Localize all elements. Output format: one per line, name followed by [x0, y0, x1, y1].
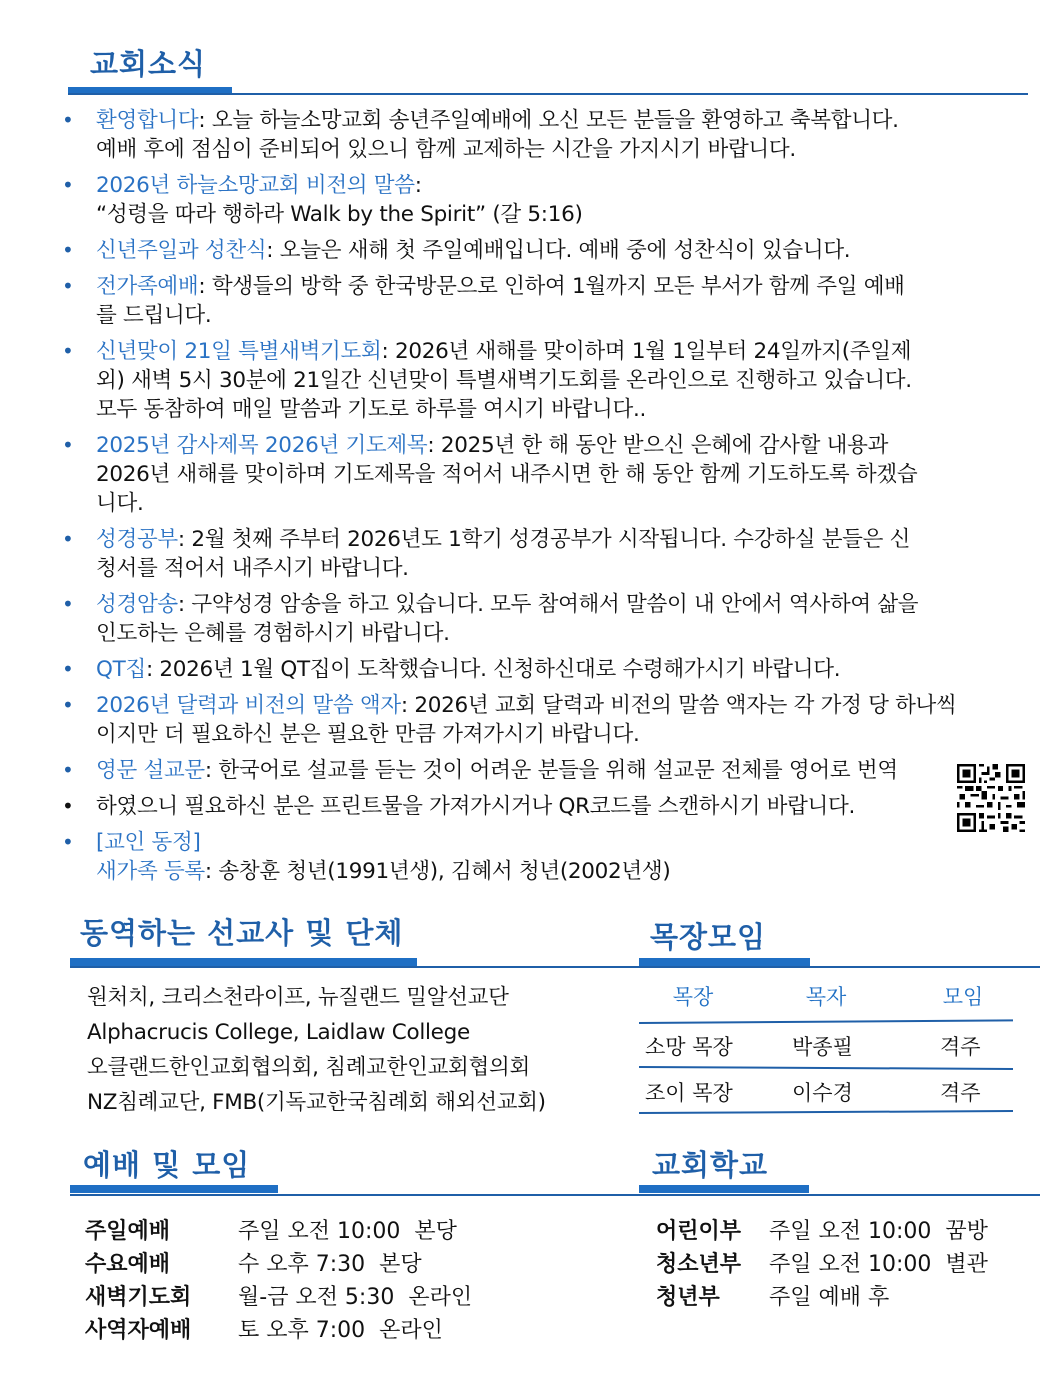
news-item-text: 2026년 1월 QT집이 도착했습니다. 신청하신대로 수령해가시기 바랍니다. [159, 657, 841, 682]
schedule-label: 사역자예배 [85, 1318, 192, 1343]
schedule-time: 주일 오전 10:00 별관 [769, 1252, 988, 1277]
mokjang-header-moim: 모임 [942, 985, 984, 1009]
mokjang-header-mokja: 목자 [805, 985, 847, 1009]
news-item-text: 2025년 한 해 동안 받으신 은혜에 감사할 내용과 [440, 433, 889, 458]
schedule-label: 청년부 [656, 1285, 720, 1310]
missions-title-bar [70, 958, 417, 966]
news-item-text: 오늘 하늘소망교회 송년주일예배에 오신 모든 분들을 환영하고 축복합니다. [211, 108, 899, 133]
worship-title: 예배 및 모임 [83, 1148, 251, 1182]
news-item-text: 니다. [96, 491, 144, 516]
worship-rule [70, 1194, 640, 1196]
table-cell: 박종필 [792, 1035, 853, 1059]
missions-line: Alphacrucis College, Laidlaw College [87, 1020, 470, 1045]
missions-line: 원처치, 크리스천라이프, 뉴질랜드 밀알선교단 [87, 985, 509, 1010]
news-item-separator: : [427, 433, 441, 458]
news-list [62, 106, 1012, 893]
news-item-separator: : [198, 274, 212, 299]
news-item-text: 한국어로 설교를 듣는 것이 어려운 분들을 위해 설교문 전체를 영어로 번역 [218, 758, 898, 783]
news-item-heading: QT집 [96, 657, 146, 682]
news-item-text: 하였으니 필요하신 분은 프린트물을 가져가시거나 QR코드를 스캔하시기 바랍니다. [96, 794, 856, 819]
schedule-time: 토 오후 7:00 온라인 [238, 1318, 443, 1343]
news-item [62, 171, 1012, 229]
news-item-text: 2026년 새해를 맞이하며 기도제목을 적어서 내주시면 한 해 동안 함께 기도하도록 하겠습 [96, 462, 918, 487]
schedule-row [656, 1248, 988, 1281]
table-line [639, 1019, 1013, 1024]
news-item-text: 외) 새벽 5시 30분에 21일간 신년맞이 특별새벽기도회를 온라인으로 진행하고 있습니다. [96, 368, 912, 393]
missions-rule [70, 966, 640, 968]
news-item-text: 청서를 적어서 내주시기 바랍니다. [96, 556, 409, 581]
schedule-row [85, 1281, 472, 1314]
news-item-text: 인도하는 은혜를 경험하시기 바랍니다. [96, 621, 450, 646]
news-item [62, 272, 1012, 330]
table-line [639, 1066, 1013, 1070]
news-item-heading: 성경암송 [96, 592, 178, 617]
qr-code-icon[interactable] [957, 764, 1025, 832]
news-item-heading: 2025년 감사제목 2026년 기도제목 [96, 433, 428, 458]
news-item-heading: 전가족예배 [96, 274, 199, 299]
news-item-text: 오늘은 새해 첫 주일예배입니다. 예배 중에 성찬식이 있습니다. [279, 238, 851, 263]
news-item-separator: : [400, 693, 415, 718]
news-item-text: 예배 후에 점심이 준비되어 있으니 함께 교제하는 시간을 가지시기 바랍니다. [96, 137, 796, 162]
news-item-heading: 신년주일과 성찬식 [96, 238, 267, 263]
news-item [62, 590, 1012, 648]
table-cell: 격주 [940, 1081, 981, 1105]
schedule-time: 주일 오전 10:00 본당 [238, 1219, 457, 1244]
missions-line: NZ침례교단, FMB(기독교한국침례회 해외선교회) [87, 1090, 546, 1115]
news-item [62, 691, 1012, 749]
schedule-label: 어린이부 [656, 1219, 742, 1244]
news-item-text: 2026년 새해를 맞이하며 1월 1일부터 24일까지(주일제 [394, 339, 912, 364]
table-cell: 이수경 [792, 1081, 853, 1105]
table-cell: 조이 목장 [645, 1081, 733, 1105]
news-item-text: 2026년 교회 달력과 비전의 말씀 액자는 각 가정 당 하나씩 [414, 693, 957, 718]
mokjang-rule [639, 966, 1040, 968]
schedule-time: 주일 오전 10:00 꿈방 [769, 1219, 988, 1244]
mokjang-title: 목장모임 [650, 920, 767, 954]
schedule-label: 수요예배 [85, 1252, 171, 1277]
news-item-text: “성령을 따라 행하라 Walk by the Spirit” (갈 5:16) [96, 202, 583, 227]
news-item-heading: 영문 설교문 [96, 758, 205, 783]
missions-title: 동역하는 선교사 및 단체 [80, 916, 404, 950]
schedule-row [85, 1314, 443, 1347]
news-item-text: 구약성경 암송을 하고 있습니다. 모두 참여해서 말씀이 내 안에서 역사하여 삶을 [191, 592, 919, 617]
schedule-time: 수 오후 7:30 본당 [238, 1252, 422, 1277]
school-title-bar [639, 1185, 809, 1193]
news-item-text: 이지만 더 필요하신 분은 필요한 만큼 가져가시기 바랍니다. [96, 722, 640, 747]
news-item-separator: : [198, 108, 212, 133]
school-rule [639, 1194, 1040, 1196]
news-item-heading: 2026년 달력과 비전의 말씀 액자 [96, 693, 401, 718]
news-item-text: 2월 첫째 주부터 2026년도 1학기 성경공부가 시작됩니다. 수강하실 분들은 신 [191, 527, 911, 552]
schedule-row [656, 1281, 889, 1314]
news-item-separator: : [381, 339, 395, 364]
schedule-row [85, 1215, 457, 1248]
news-item-text: 학생들의 방학 중 한국방문으로 인하여 1월까지 모든 부서가 함께 주일 예배 [211, 274, 905, 299]
schedule-label: 새벽기도회 [85, 1285, 192, 1310]
news-item [62, 236, 1012, 265]
news-item-separator: : [204, 758, 219, 783]
news-item-text: 를 드립니다. [96, 303, 212, 328]
news-item [62, 431, 1012, 518]
news-item-heading: 성경공부 [96, 527, 178, 552]
missions-line: 오클랜드한인교회협의회, 침례교한인교회협의회 [87, 1055, 530, 1080]
news-item [62, 792, 1012, 821]
news-title: 교회소식 [90, 47, 207, 81]
news-item-heading: 환영합니다 [96, 108, 199, 133]
new-family-text: 송창훈 청년(1991년생), 김혜서 청년(2002년생) [218, 859, 671, 884]
table-line [639, 1110, 1013, 1114]
schedule-label: 주일예배 [85, 1219, 171, 1244]
news-item-separator: : [145, 657, 160, 682]
news-item [62, 337, 1012, 424]
news-item [62, 756, 1012, 785]
table-cell: 소망 목장 [645, 1035, 733, 1059]
news-item-separator: : [266, 238, 280, 263]
news-item-text: 모두 동참하여 매일 말씀과 기도로 하루를 여시기 바랍니다.. [96, 397, 647, 422]
schedule-row [85, 1248, 422, 1281]
table-cell: 격주 [940, 1035, 981, 1059]
new-family-separator: : [204, 859, 219, 884]
news-item [62, 655, 1012, 684]
worship-title-bar [70, 1185, 278, 1193]
schedule-time: 주일 예배 후 [769, 1285, 890, 1310]
mokjang-title-bar [639, 958, 810, 966]
news-item [62, 828, 1012, 886]
news-item-separator: : [177, 527, 192, 552]
schedule-label: 청소년부 [656, 1252, 742, 1277]
news-item-heading: [교인 동정] [96, 830, 201, 855]
news-item [62, 106, 1012, 164]
schedule-time: 월-금 오전 5:30 온라인 [238, 1285, 473, 1310]
schedule-row [656, 1215, 988, 1248]
mokjang-header-mokjang: 목장 [672, 985, 714, 1009]
new-family-heading: 새가족 등록 [96, 859, 205, 884]
news-item-heading: 신년맞이 21일 특별새벽기도회 [96, 339, 382, 364]
news-rule [68, 93, 1028, 95]
news-item-separator: : [414, 173, 422, 198]
news-item-separator: : [177, 592, 192, 617]
school-title: 교회학교 [652, 1148, 769, 1182]
news-item-heading: 2026년 하늘소망교회 비전의 말씀 [96, 173, 415, 198]
news-item [62, 525, 1012, 583]
